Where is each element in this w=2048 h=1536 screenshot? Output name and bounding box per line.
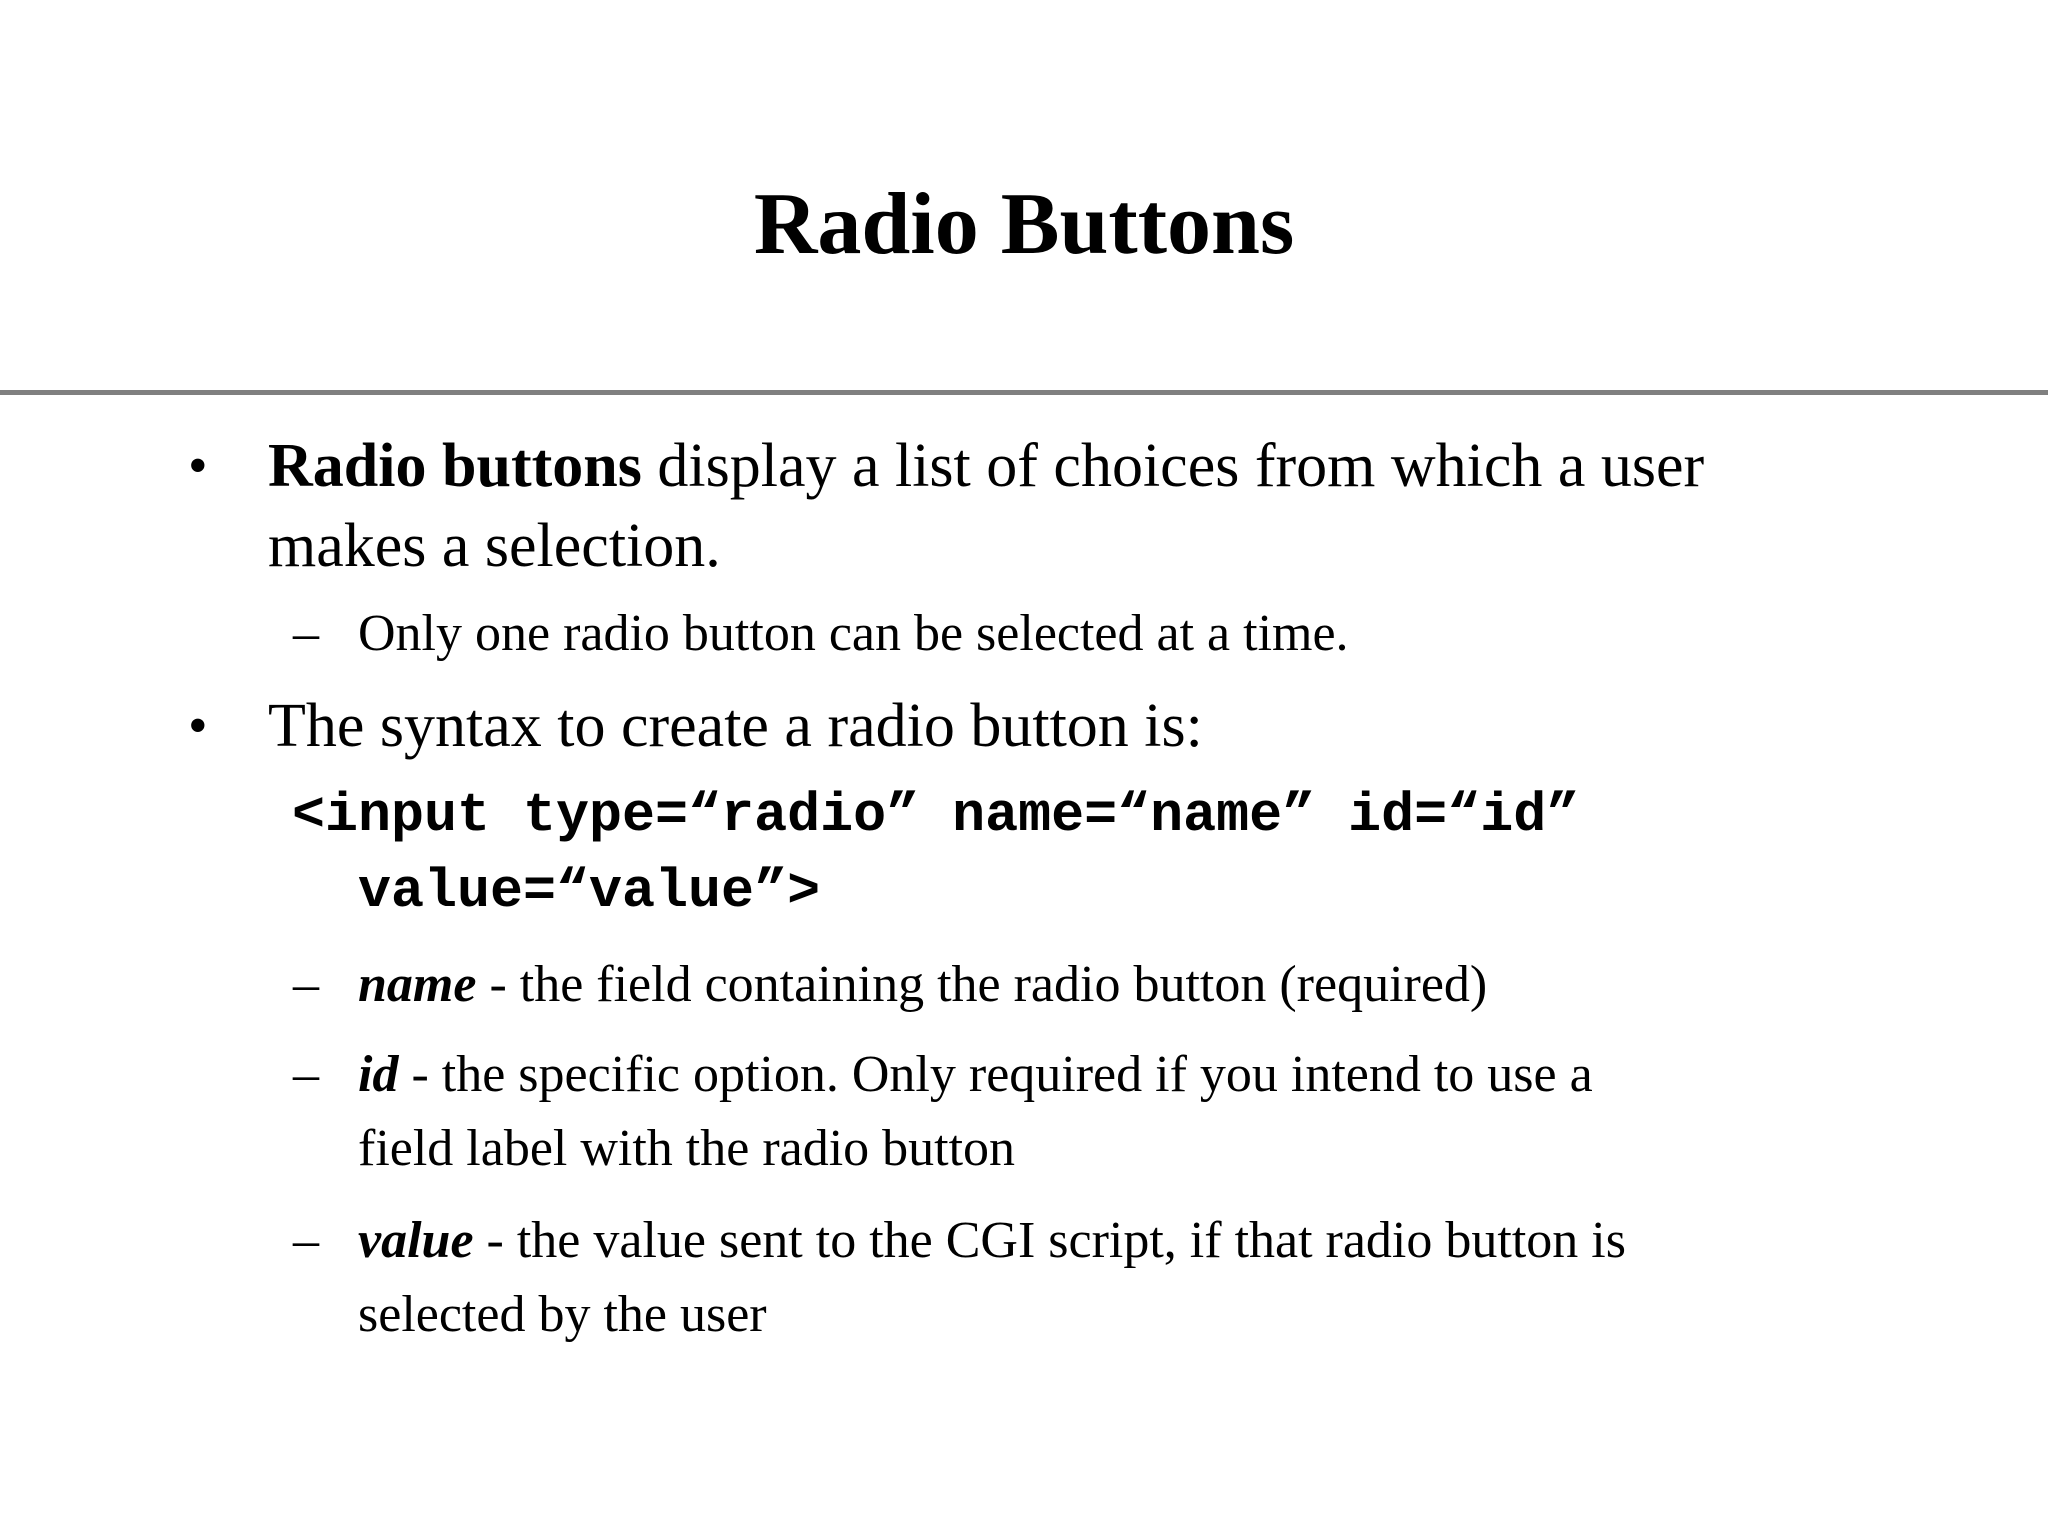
term-name: name xyxy=(358,956,477,1013)
sub-item-value-text: - the value sent to the CGI script, if that radio button is xyxy=(473,1212,1626,1269)
bullet-marker: • xyxy=(188,695,208,757)
sub-dash: – xyxy=(293,1212,319,1269)
sub-item-id-text: - the specific option. Only required if you intend to use a xyxy=(398,1046,1593,1103)
term-id: id xyxy=(358,1046,399,1103)
sub-item-value-line-1 xyxy=(358,1208,1626,1274)
sub-item-name xyxy=(358,952,1487,1018)
term-value: value xyxy=(358,1212,474,1269)
slide-title: Radio Buttons xyxy=(753,176,1295,273)
sub-item-value-line-2: selected by the user xyxy=(358,1286,767,1343)
bullet-1-text: display a list of choices from which a user xyxy=(641,432,1705,500)
bullet-marker: • xyxy=(188,435,208,497)
code-line-1: <input type=“radio” name=“name” id=“id” xyxy=(292,784,1580,847)
bullet-1-line-2: makes a selection. xyxy=(268,512,721,580)
sub-dash: – xyxy=(293,605,319,662)
sub-dash: – xyxy=(293,956,319,1013)
sub-item-only-one: Only one radio button can be selected at a time. xyxy=(358,605,1349,662)
bullet-2-text: The syntax to create a radio button is: xyxy=(268,692,1203,760)
term-radio-buttons: Radio buttons xyxy=(268,432,642,500)
sub-item-id-line-2: field label with the radio button xyxy=(358,1120,1016,1177)
sub-item-id-line-1 xyxy=(358,1042,1593,1108)
sub-dash: – xyxy=(293,1046,319,1103)
code-line-2: value=“value”> xyxy=(358,860,821,923)
bullet-1-line-1 xyxy=(268,426,1704,506)
sub-item-name-text: - the field containing the radio button (required) xyxy=(476,956,1488,1013)
